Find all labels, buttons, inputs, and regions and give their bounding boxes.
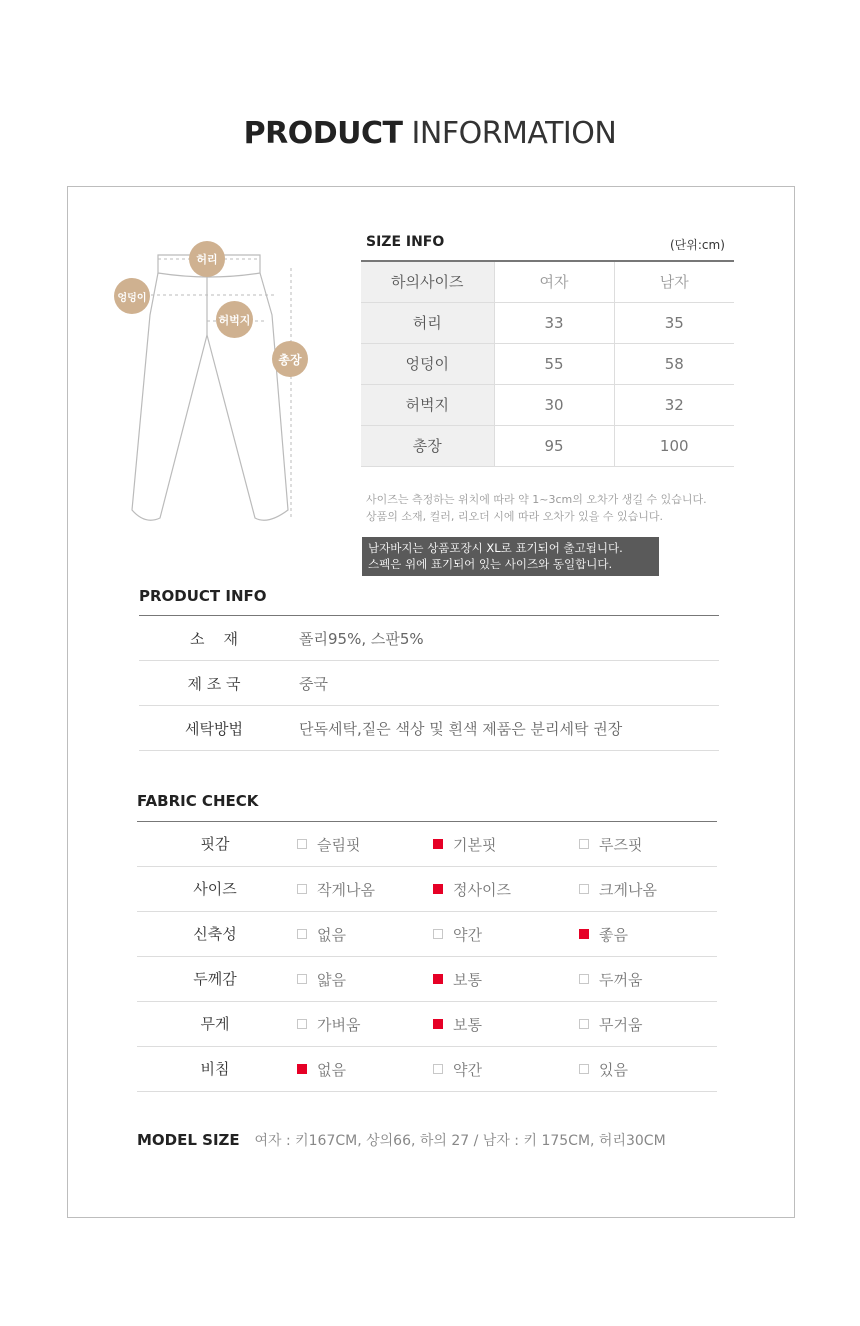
size-cell: 33: [494, 302, 614, 343]
product-info-table: [139, 615, 719, 751]
fabric-option-label: 크게나옴: [599, 880, 657, 899]
checked-box-icon: [433, 974, 443, 984]
checked-box-icon: [297, 1064, 307, 1074]
model-size-value: 여자 : 키167CM, 상의66, 하의 27 / 남자 : 키 175CM, 허리30CM: [254, 1133, 666, 1149]
table-row: [361, 384, 734, 425]
info-key: 제 조 국: [187, 674, 241, 693]
fabric-option: [433, 867, 511, 911]
table-row: [139, 706, 719, 751]
checked-box-icon: [579, 929, 589, 939]
size-row-label: 허벅지: [361, 384, 494, 425]
fabric-option: [579, 1047, 628, 1091]
checked-box-icon: [433, 839, 443, 849]
fabric-option-label: 가벼움: [317, 1015, 361, 1034]
fabric-option-label: 슬림핏: [317, 835, 361, 854]
fabric-option-label: 약간: [453, 1060, 482, 1079]
fabric-option-label: 약간: [453, 925, 482, 944]
size-info-title: SIZE INFO: [366, 234, 445, 250]
checkbox-icon: [297, 929, 307, 939]
fabric-option-label: 정사이즈: [453, 880, 511, 899]
info-key: 소 재: [189, 629, 239, 648]
fabric-option-label: 두꺼움: [599, 970, 643, 989]
fabric-option-label: 무거움: [599, 1015, 643, 1034]
checkbox-icon: [579, 839, 589, 849]
fabric-option: [579, 822, 642, 866]
size-header-cell: 하의사이즈: [361, 261, 494, 302]
fabric-option-label: 좋음: [599, 925, 628, 944]
checkbox-icon: [297, 1019, 307, 1029]
table-row: [137, 867, 717, 912]
size-cell: 32: [614, 384, 734, 425]
table-row: [139, 616, 719, 661]
fabric-option: [579, 957, 642, 1001]
fabric-option: [297, 912, 346, 956]
page-title-light: INFORMATION: [411, 116, 617, 151]
fabric-check-title: FABRIC CHECK: [137, 792, 259, 810]
table-row: [361, 343, 734, 384]
table-row: [137, 822, 717, 867]
table-row: [137, 1002, 717, 1047]
info-value: 폴리95%, 스판5%: [299, 629, 424, 648]
info-value: 단독세탁,짙은 색상 및 흰색 제품은 분리세탁 권장: [299, 719, 623, 738]
highlight-note-box: [362, 537, 659, 576]
model-size: [137, 1130, 666, 1150]
page-title: [0, 116, 860, 151]
fabric-option: [433, 1047, 482, 1091]
hip-bubble: 엉덩이: [114, 278, 150, 314]
thigh-bubble: 허벅지: [216, 301, 253, 338]
fabric-option-label: 보통: [453, 970, 482, 989]
fabric-option: [579, 912, 628, 956]
fabric-key: 신축성: [193, 925, 237, 943]
fabric-check-table: [137, 821, 717, 1092]
fabric-option: [297, 822, 360, 866]
waist-bubble: 허리: [189, 241, 225, 277]
checkbox-icon: [579, 974, 589, 984]
size-header-cell: 여자: [494, 261, 614, 302]
fabric-option: [579, 1002, 642, 1046]
fabric-key: 무게: [200, 1015, 230, 1033]
size-header-cell: 남자: [614, 261, 734, 302]
checkbox-icon: [579, 1064, 589, 1074]
fabric-option-label: 있음: [599, 1060, 628, 1079]
fabric-option: [297, 867, 375, 911]
fabric-option: [297, 957, 346, 1001]
fabric-option-label: 없음: [317, 1060, 346, 1079]
checkbox-icon: [433, 1064, 443, 1074]
fabric-option: [579, 867, 657, 911]
fabric-option: [297, 1047, 346, 1091]
size-cell: 58: [614, 343, 734, 384]
checkbox-icon: [297, 974, 307, 984]
table-row: [137, 957, 717, 1002]
checkbox-icon: [579, 1019, 589, 1029]
fabric-option-label: 보통: [453, 1015, 482, 1034]
length-bubble: 총장: [272, 341, 308, 377]
fabric-option: [433, 957, 482, 1001]
info-key: 세탁방법: [185, 719, 243, 738]
fabric-key: 사이즈: [193, 880, 237, 898]
size-row-label: 허리: [361, 302, 494, 343]
checked-box-icon: [433, 884, 443, 894]
size-info-unit: (단위:cm): [670, 238, 725, 252]
fabric-option-label: 없음: [317, 925, 346, 944]
checkbox-icon: [579, 884, 589, 894]
size-cell: 55: [494, 343, 614, 384]
size-table-header: [361, 261, 734, 302]
size-row-label: 총장: [361, 425, 494, 466]
size-cell: 95: [494, 425, 614, 466]
checkbox-icon: [297, 839, 307, 849]
fabric-option-label: 기본핏: [453, 835, 497, 854]
fabric-option-label: 루즈핏: [599, 835, 643, 854]
size-table: [361, 260, 734, 467]
table-row: [361, 302, 734, 343]
fabric-option-label: 얇음: [317, 970, 346, 989]
size-cell: 30: [494, 384, 614, 425]
fabric-key: 비침: [200, 1060, 230, 1078]
table-row: [137, 1047, 717, 1092]
fabric-key: 두께감: [193, 970, 237, 988]
size-row-label: 엉덩이: [361, 343, 494, 384]
table-row: [361, 425, 734, 466]
size-cell: 35: [614, 302, 734, 343]
highlight-note: 스펙은 위에 표기되어 있는 사이즈와 동일합니다.: [368, 557, 613, 571]
fabric-option: [297, 1002, 360, 1046]
size-note: 상품의 소재, 컬러, 리오더 시에 따라 오차가 있을 수 있습니다.: [366, 510, 663, 523]
fabric-key: 핏감: [200, 835, 230, 853]
model-size-label: MODEL SIZE: [137, 1131, 240, 1149]
page-title-bold: PRODUCT: [243, 116, 403, 151]
highlight-note: 남자바지는 상품포장시 XL로 표기되어 출고됩니다.: [368, 541, 623, 555]
table-row: [139, 661, 719, 706]
info-value: 중국: [299, 674, 328, 693]
fabric-option-label: 작게나옴: [317, 880, 375, 899]
pants-diagram: [110, 235, 310, 530]
size-cell: 100: [614, 425, 734, 466]
fabric-option: [433, 822, 496, 866]
checked-box-icon: [433, 1019, 443, 1029]
fabric-option: [433, 1002, 482, 1046]
size-note: 사이즈는 측정하는 위치에 따라 약 1~3cm의 오차가 생길 수 있습니다.: [366, 493, 707, 506]
table-row: [137, 912, 717, 957]
product-info-title: PRODUCT INFO: [139, 587, 267, 605]
checkbox-icon: [433, 929, 443, 939]
checkbox-icon: [297, 884, 307, 894]
fabric-option: [433, 912, 482, 956]
